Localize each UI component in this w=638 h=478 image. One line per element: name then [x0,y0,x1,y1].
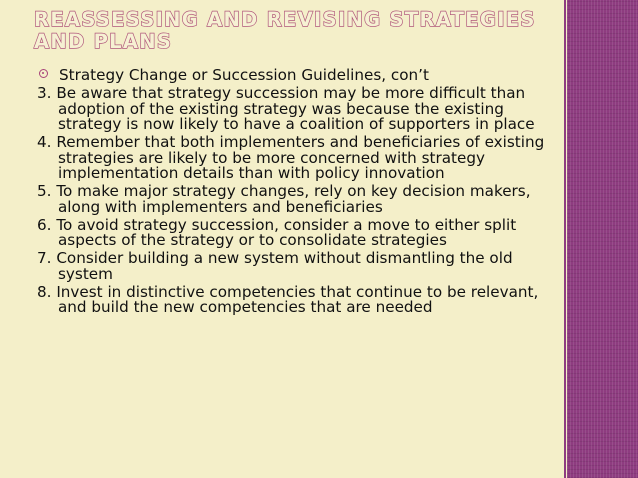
list-item: 3. Be aware that strategy succession may be more difficult than adoption of the existing strategy was because the existing strategy is now likely to have a coalition of supporters in place [37,84,535,133]
slide-title: REASSESSING AND REVISING STRATEGIES AND PLANS [34,8,536,53]
list-item: 8. Invest in distinctive competencies that continue to be relevant, and build the new competencies that are needed [37,282,539,316]
decorative-side-band [567,0,638,478]
bullet-heading [37,66,557,84]
slide-body [37,66,557,318]
circle-bullet-icon [39,69,48,78]
list-item: 7. Consider building a new system without dismantling the old system [37,249,513,283]
bullet-heading-text: Strategy Change or Succession Guidelines, con’t [59,66,429,84]
list-item: 6. To avoid strategy succession, consider a move to either split aspects of the strategy or to consolidate strategies [37,215,517,249]
list-item: 4. Remember that both implementers and beneficiaries of existing strategies are likely to be more concerned with strategy implementation details than with policy innovation [37,133,545,182]
decorative-side-line [564,0,566,478]
list-item: 5. To make major strategy changes, rely on key decision makers, along with implementers and beneficiaries [37,182,531,216]
